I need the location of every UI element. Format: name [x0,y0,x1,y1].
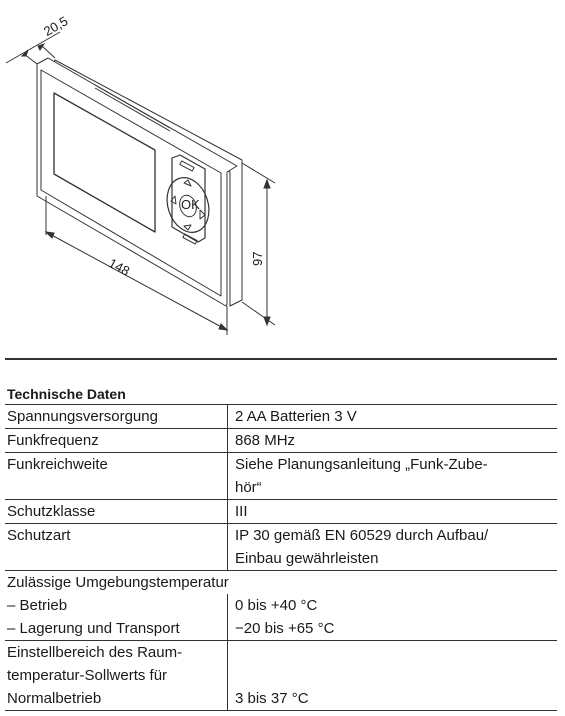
row-label: Funkreichweite [5,453,228,500]
row-label: Spannungsversorgung [5,405,228,429]
depth-dimension-label: 20,5 [41,13,71,39]
table-row [5,524,557,571]
svg-text:OK: OK [181,197,200,212]
table-row [5,429,557,453]
label-line: temperatur-Sollwerts für [7,667,168,684]
row-label [5,641,228,711]
table-title: Technische Daten [7,386,126,402]
value-line: Einbau gewährleisten [235,550,379,567]
row-value: 0 bis +40 °C [235,597,318,614]
row-label: Funkfrequenz [5,429,228,453]
table-row [5,641,557,711]
value-line: Siehe Planungsanleitung „Funk-Zube- [235,456,488,473]
device-dimension-drawing [0,0,565,345]
table-row [5,571,557,595]
row-value [228,453,558,500]
row-label: Schutzart [5,524,228,571]
technical-data-table [5,404,557,711]
row-value: 868 MHz [228,429,558,453]
row-value: III [228,500,558,524]
row-label: – Lagerung und Transport [5,617,228,641]
label-line: Einstellbereich des Raum- [7,644,183,661]
table-row [5,500,557,524]
row-label: Schutzklasse [5,500,228,524]
height-dimension-label: 97 [250,251,265,266]
table-row [5,617,557,641]
value-line: IP 30 gemäß EN 60529 durch Aufbau/ [235,527,489,544]
row-heading: Zulässige Umgebungstemperatur [5,571,557,595]
row-value: 2 AA Batterien 3 V [228,405,558,429]
table-row [5,453,557,500]
row-value [228,524,558,571]
row-value: 3 bis 37 °C [228,641,558,711]
label-line: Normalbetrieb [7,690,102,707]
row-value: −20 bis +65 °C [235,620,335,637]
table-row [5,594,557,617]
width-dimension-label: 148 [106,255,133,279]
row-label: – Betrieb [5,594,228,617]
value-line: hör“ [235,479,262,496]
table-row [5,405,557,429]
section-divider [5,358,557,360]
